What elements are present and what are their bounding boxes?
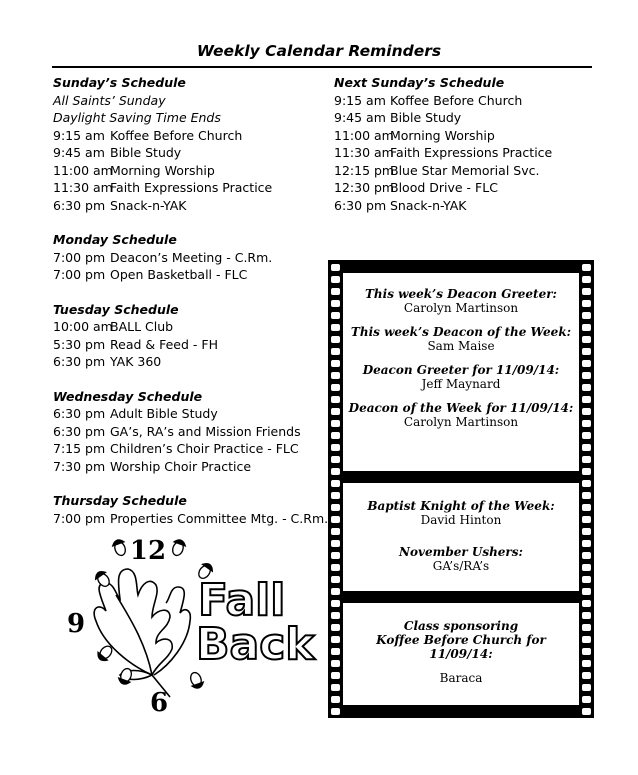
schedule-row bbox=[53, 249, 328, 267]
schedule-event: Worship Choir Practice bbox=[110, 458, 252, 474]
schedule-row bbox=[53, 144, 328, 162]
schedule-event: BALL Club bbox=[110, 319, 174, 334]
film-perforation bbox=[582, 264, 591, 271]
film-perforation bbox=[331, 612, 340, 619]
film-perforation bbox=[331, 552, 340, 559]
frame-value: Jeff Maynard bbox=[421, 377, 501, 391]
schedule-event: Deacon’s Meeting - C.Rm. bbox=[110, 249, 273, 265]
schedule-event: Koffee Before Church bbox=[110, 127, 243, 143]
back-word: Back bbox=[196, 619, 315, 670]
film-perforation bbox=[331, 408, 340, 415]
film-perforation bbox=[582, 504, 591, 511]
schedule-time: 11:00 am bbox=[53, 162, 113, 178]
film-perforation bbox=[331, 372, 340, 379]
schedule-event: Koffee Before Church bbox=[390, 92, 523, 108]
sunday-heading: Sunday’s Schedule bbox=[53, 75, 186, 90]
frame-value: Baraca bbox=[439, 671, 483, 685]
film-perforation bbox=[582, 468, 591, 475]
film-perforation bbox=[582, 684, 591, 691]
film-frame-knight-ushers bbox=[343, 483, 579, 591]
schedule-row bbox=[53, 458, 328, 476]
film-perforation bbox=[331, 300, 340, 307]
schedule-row bbox=[53, 266, 328, 284]
schedule-time: 7:00 pm bbox=[53, 510, 106, 526]
frame-label: Koffee Before Church for bbox=[376, 633, 546, 647]
frame-label: 11/09/14: bbox=[429, 647, 493, 661]
film-perforation bbox=[331, 696, 340, 703]
weekly-schedule-column bbox=[53, 74, 328, 527]
film-perforation bbox=[582, 288, 591, 295]
schedule-time: 12:30 pm bbox=[334, 180, 395, 195]
film-perforation bbox=[582, 576, 591, 583]
film-perforation bbox=[582, 396, 591, 403]
schedule-event: YAK 360 bbox=[110, 354, 162, 369]
film-frame-class-sponsor bbox=[343, 603, 579, 705]
film-perforation bbox=[331, 324, 340, 331]
film-perforation bbox=[582, 528, 591, 535]
schedule-time: 11:00 am bbox=[334, 127, 394, 143]
frame-label: Deacon of the Week for 11/09/14: bbox=[348, 401, 574, 415]
schedule-time: 6:30 pm bbox=[53, 197, 106, 213]
frame-value: Carolyn Martinson bbox=[403, 415, 519, 429]
frame-value: David Hinton bbox=[420, 513, 502, 527]
film-perforation bbox=[582, 360, 591, 367]
film-perforation bbox=[582, 696, 591, 703]
fall-back-clipart bbox=[60, 525, 330, 725]
frame-value: Carolyn Martinson bbox=[403, 301, 519, 315]
schedule-event: Adult Bible Study bbox=[110, 406, 218, 421]
schedule-row bbox=[53, 405, 328, 423]
film-perforation bbox=[582, 300, 591, 307]
title-rule bbox=[52, 66, 592, 68]
schedule-time: 9:15 am bbox=[334, 92, 386, 108]
film-perforation bbox=[582, 516, 591, 523]
film-perforation bbox=[582, 480, 591, 487]
schedule-time: 9:15 am bbox=[53, 127, 105, 143]
schedule-row bbox=[334, 127, 552, 145]
schedule-event: Blue Star Memorial Svc. bbox=[390, 162, 540, 178]
film-perforation bbox=[331, 684, 340, 691]
film-perforation bbox=[331, 564, 340, 571]
film-perforation bbox=[331, 588, 340, 595]
film-perforation bbox=[331, 504, 340, 511]
film-perforation bbox=[331, 336, 340, 343]
schedule-row bbox=[334, 109, 552, 127]
film-perforation bbox=[331, 348, 340, 355]
clock-number-12: 12 bbox=[129, 536, 167, 566]
film-perforation bbox=[331, 540, 340, 547]
clock-number-9: 9 bbox=[66, 609, 86, 639]
schedule-row bbox=[334, 92, 552, 110]
schedule-time: 6:30 pm bbox=[53, 354, 106, 369]
schedule-time: 7:00 pm bbox=[53, 267, 106, 282]
schedule-event: Properties Committee Mtg. - C.Rm. bbox=[110, 510, 329, 526]
schedule-row bbox=[53, 336, 328, 354]
frame-label: November Ushers: bbox=[399, 545, 523, 559]
page-title: Weekly Calendar Reminders bbox=[196, 42, 442, 60]
film-perforation bbox=[331, 468, 340, 475]
frame-label: Deacon Greeter for 11/09/14: bbox=[362, 363, 560, 377]
schedule-time: 7:30 pm bbox=[53, 458, 106, 474]
schedule-event: Open Basketball - FLC bbox=[110, 267, 248, 282]
sunday-note: Daylight Saving Time Ends bbox=[53, 110, 221, 125]
film-perforation bbox=[582, 312, 591, 319]
film-frame-deacons bbox=[343, 273, 579, 471]
film-perforation bbox=[331, 432, 340, 439]
film-perforation bbox=[582, 456, 591, 463]
film-perforation bbox=[582, 372, 591, 379]
film-perforation bbox=[582, 336, 591, 343]
frame-label: Class sponsoring bbox=[403, 619, 519, 633]
fall-word: Fall bbox=[198, 575, 286, 626]
schedule-event: Faith Expressions Practice bbox=[390, 145, 553, 160]
clock-number-6: 6 bbox=[149, 688, 169, 718]
schedule-row bbox=[334, 144, 552, 162]
oak-leaves-icon bbox=[94, 569, 190, 697]
schedule-event: Snack-n-YAK bbox=[110, 197, 187, 213]
film-perforation bbox=[582, 552, 591, 559]
film-perforation bbox=[331, 312, 340, 319]
schedule-row bbox=[53, 423, 328, 441]
film-perforation bbox=[331, 672, 340, 679]
film-perforation bbox=[331, 264, 340, 271]
film-perforation bbox=[331, 396, 340, 403]
film-perforation bbox=[582, 636, 591, 643]
film-perforation bbox=[331, 516, 340, 523]
film-perforation bbox=[331, 600, 340, 607]
schedule-time: 5:30 pm bbox=[53, 336, 106, 352]
schedule-event: Bible Study bbox=[110, 145, 182, 160]
schedule-row bbox=[53, 127, 328, 145]
next-sunday-column bbox=[334, 74, 552, 214]
schedule-row bbox=[334, 179, 552, 197]
schedule-row bbox=[53, 162, 328, 180]
schedule-event: Morning Worship bbox=[390, 127, 495, 143]
schedule-row bbox=[53, 318, 328, 336]
schedule-time: 6:30 pm bbox=[53, 406, 106, 421]
schedule-time: 11:30 am bbox=[334, 145, 394, 160]
schedule-time: 11:30 am bbox=[53, 180, 113, 195]
film-perforation bbox=[331, 444, 340, 451]
film-perforation bbox=[582, 708, 591, 715]
film-perforation bbox=[582, 672, 591, 679]
schedule-row bbox=[53, 353, 328, 371]
schedule-event: Children’s Choir Practice - FLC bbox=[110, 441, 299, 456]
film-perforation bbox=[582, 420, 591, 427]
schedule-row bbox=[334, 197, 552, 215]
wednesday-heading: Wednesday Schedule bbox=[53, 388, 203, 404]
film-perforation bbox=[331, 420, 340, 427]
schedule-event: Blood Drive - FLC bbox=[390, 180, 498, 195]
schedule-event: Read & Feed - FH bbox=[110, 336, 218, 352]
film-perforation bbox=[331, 276, 340, 283]
film-perforation bbox=[582, 324, 591, 331]
schedule-time: 12:15 pm bbox=[334, 162, 395, 178]
schedule-row bbox=[53, 179, 328, 197]
film-perforation bbox=[331, 384, 340, 391]
film-perforation bbox=[331, 492, 340, 499]
schedule-event: Faith Expressions Practice bbox=[110, 180, 273, 195]
schedule-event: GA’s, RA’s and Mission Friends bbox=[110, 423, 301, 439]
film-perforation bbox=[331, 288, 340, 295]
film-perforation bbox=[582, 276, 591, 283]
film-perforation bbox=[331, 708, 340, 715]
schedule-time: 10:00 am bbox=[53, 319, 113, 334]
film-perforation bbox=[331, 660, 340, 667]
film-perforation bbox=[582, 444, 591, 451]
schedule-time: 7:15 pm bbox=[53, 441, 106, 456]
schedule-time: 9:45 am bbox=[334, 110, 386, 125]
film-perforation bbox=[582, 540, 591, 547]
film-perforation bbox=[582, 408, 591, 415]
schedule-event: Bible Study bbox=[390, 110, 462, 125]
schedule-event: Snack-n-YAK bbox=[390, 197, 467, 213]
next-sunday-heading: Next Sunday’s Schedule bbox=[334, 75, 505, 90]
film-perforation bbox=[582, 384, 591, 391]
film-perforation bbox=[582, 348, 591, 355]
sunday-note: All Saints’ Sunday bbox=[53, 92, 166, 108]
film-perforation bbox=[331, 636, 340, 643]
tuesday-heading: Tuesday Schedule bbox=[53, 301, 179, 317]
film-strip bbox=[328, 260, 594, 718]
schedule-row bbox=[53, 197, 328, 215]
schedule-time: 7:00 pm bbox=[53, 249, 106, 265]
schedule-time: 9:45 am bbox=[53, 145, 105, 160]
schedule-row bbox=[53, 440, 328, 458]
frame-label: This week’s Deacon of the Week: bbox=[350, 325, 572, 339]
film-perforation bbox=[331, 624, 340, 631]
film-perforation bbox=[582, 660, 591, 667]
schedule-time: 6:30 pm bbox=[53, 423, 106, 439]
schedule-row bbox=[334, 162, 552, 180]
film-perforation bbox=[582, 564, 591, 571]
frame-value: Sam Maise bbox=[427, 339, 495, 353]
film-perforation bbox=[582, 648, 591, 655]
film-perforation bbox=[331, 456, 340, 463]
film-perforation bbox=[582, 624, 591, 631]
film-perforation bbox=[582, 432, 591, 439]
film-perforation bbox=[331, 360, 340, 367]
film-perforation bbox=[331, 648, 340, 655]
frame-label: Baptist Knight of the Week: bbox=[367, 499, 555, 513]
schedule-time: 6:30 pm bbox=[334, 197, 387, 213]
film-perforation bbox=[582, 588, 591, 595]
schedule-event: Morning Worship bbox=[110, 162, 215, 178]
film-perforation bbox=[331, 480, 340, 487]
monday-heading: Monday Schedule bbox=[53, 232, 177, 247]
film-perforation bbox=[582, 600, 591, 607]
film-perforation bbox=[331, 528, 340, 535]
frame-label: This week’s Deacon Greeter: bbox=[365, 287, 557, 301]
thursday-heading: Thursday Schedule bbox=[53, 493, 187, 508]
frame-value: GA’s/RA’s bbox=[432, 559, 490, 573]
film-perforation bbox=[582, 612, 591, 619]
film-perforation bbox=[331, 576, 340, 583]
film-perforation bbox=[582, 492, 591, 499]
